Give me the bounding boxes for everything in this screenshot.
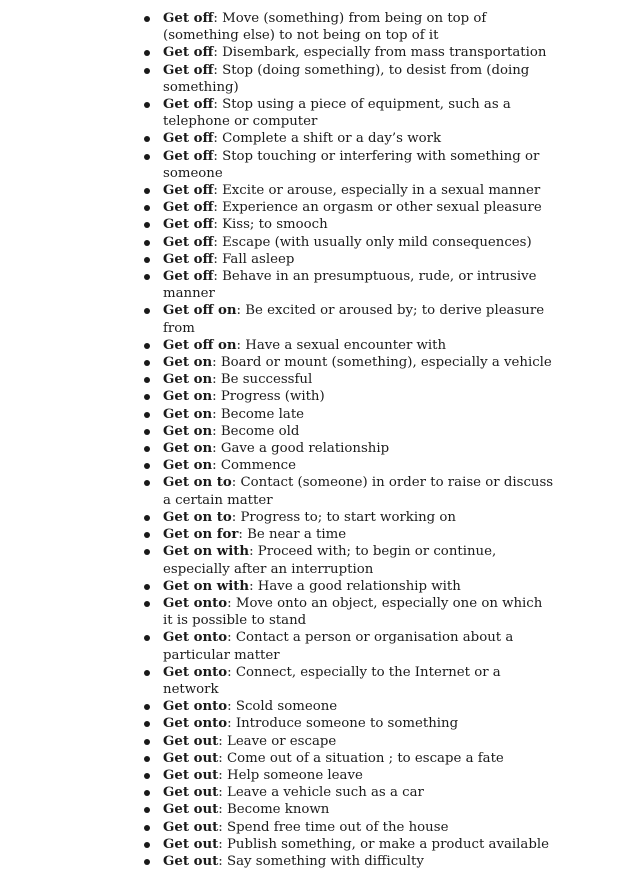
entry-definition: Come out of a situation ; to escape a fate: [226, 750, 504, 766]
bullet-icon: [144, 360, 150, 366]
entry-term: Get off: [163, 251, 214, 267]
entry-term: Get on: [163, 406, 213, 422]
entry-term: Get onto: [163, 595, 228, 611]
entry-definition: Introduce someone to something: [235, 716, 459, 732]
entry-definition: Experience an orgasm or other sexual pleasure: [222, 200, 542, 216]
entry-separator: :: [227, 595, 236, 611]
bullet-icon: [144, 394, 150, 400]
entry-separator: :: [213, 269, 223, 285]
entry-definition: Stop (doing something), to desist from (doing something): [163, 62, 530, 95]
entry-term: Get on: [163, 355, 213, 371]
entry-term: Get off on: [163, 337, 237, 353]
entry-term: Get on: [163, 423, 213, 439]
bullet-icon: [144, 463, 150, 469]
entry-term: Get out: [163, 819, 219, 835]
entry-separator: :: [236, 303, 246, 319]
list-item: [135, 423, 555, 440]
entry-separator: :: [212, 355, 221, 371]
entry-definition: Publish something, or make a product available: [226, 836, 549, 852]
entry-separator: :: [213, 217, 223, 233]
bullet-icon: [144, 274, 150, 280]
list-item: [135, 526, 555, 543]
entry-separator: :: [231, 509, 241, 525]
bullet-icon: [144, 50, 150, 56]
bullet-icon: [144, 68, 150, 74]
entry-term: Get off: [163, 183, 214, 199]
list-item: [135, 819, 555, 836]
entry-definition: Behave in an presumptuous, rude, or intrusive manner: [163, 269, 537, 302]
list-item: [135, 182, 555, 199]
entry-term: Get onto: [163, 664, 228, 680]
list-item: [135, 337, 555, 354]
list-item: [135, 62, 555, 96]
entry-definition: Escape (with usually only mild consequences): [222, 234, 532, 250]
list-item: [135, 767, 555, 784]
list-item: [135, 715, 555, 732]
entry-separator: :: [213, 97, 223, 113]
entry-separator: :: [227, 699, 236, 715]
entry-term: Get on: [163, 441, 213, 457]
list-item: [135, 148, 555, 182]
list-item: [135, 750, 555, 767]
entry-separator: :: [212, 372, 221, 388]
list-item: [135, 664, 555, 698]
entry-separator: :: [249, 578, 258, 594]
list-item: [135, 406, 555, 423]
bullet-icon: [144, 704, 150, 710]
list-item: [135, 457, 555, 474]
entry-term: Get out: [163, 785, 219, 801]
entry-separator: :: [213, 45, 223, 61]
bullet-icon: [144, 635, 150, 641]
bullet-icon: [144, 859, 150, 865]
bullet-icon: [144, 343, 150, 349]
entry-term: Get off: [163, 200, 214, 216]
list-item: [135, 251, 555, 268]
bullet-icon: [144, 257, 150, 263]
list-item: [135, 440, 555, 457]
entry-separator: :: [212, 441, 221, 457]
list-item: [135, 543, 555, 577]
entry-term: Get on: [163, 458, 213, 474]
entry-separator: :: [212, 406, 221, 422]
entry-term: Get out: [163, 750, 219, 766]
entry-definition: Have a sexual encounter with: [245, 337, 447, 353]
bullet-icon: [144, 480, 150, 486]
bullet-icon: [144, 721, 150, 727]
entry-term: Get out: [163, 802, 219, 818]
list-item: [135, 216, 555, 233]
bullet-icon: [144, 102, 150, 108]
bullet-icon: [144, 532, 150, 538]
list-item: [135, 44, 555, 61]
entry-separator: :: [249, 544, 258, 560]
entry-term: Get off: [163, 97, 214, 113]
entry-definition: Have a good relationship with: [257, 578, 461, 594]
bullet-icon: [144, 308, 150, 314]
entry-separator: :: [238, 527, 248, 543]
bullet-icon: [144, 739, 150, 745]
bullet-icon: [144, 825, 150, 831]
bullet-icon: [144, 240, 150, 246]
bullet-icon: [144, 429, 150, 435]
entry-term: Get off: [163, 131, 214, 147]
entry-term: Get onto: [163, 699, 228, 715]
bullet-icon: [144, 842, 150, 848]
entry-term: Get on to: [163, 475, 232, 491]
entry-separator: :: [212, 423, 221, 439]
list-item: [135, 698, 555, 715]
list-item: [135, 836, 555, 853]
entry-definition: Be near a time: [247, 527, 347, 543]
entry-definition: Progress to; to start working on: [240, 509, 456, 525]
entry-term: Get off: [163, 269, 214, 285]
entry-definition: Leave or escape: [226, 733, 337, 749]
entry-separator: :: [213, 131, 223, 147]
entry-definition: Disembark, especially from mass transportation: [222, 45, 547, 61]
entry-definition: Gave a good relationship: [220, 441, 390, 457]
entry-definition: Kiss; to smooch: [222, 217, 328, 233]
bullet-icon: [144, 136, 150, 142]
entry-term: Get on with: [163, 544, 250, 560]
entry-separator: :: [227, 716, 236, 732]
bullet-icon: [144, 549, 150, 555]
entry-separator: :: [212, 389, 221, 405]
bullet-icon: [144, 601, 150, 607]
entry-separator: :: [213, 234, 223, 250]
bullet-icon: [144, 756, 150, 762]
entry-definition: Excite or arouse, especially in a sexual manner: [222, 183, 541, 199]
entry-definition: Complete a shift or a day’s work: [222, 131, 442, 147]
bullet-icon: [144, 222, 150, 228]
entry-definition: Move (something) from being on top of (something else) to not being on top of it: [163, 11, 487, 44]
list-item: [135, 268, 555, 302]
entry-term: Get out: [163, 853, 219, 869]
entry-separator: :: [213, 251, 223, 267]
list-item: [135, 234, 555, 251]
entry-definition: Become known: [226, 802, 330, 818]
list-item: [135, 784, 555, 801]
entry-separator: :: [227, 664, 236, 680]
bullet-icon: [144, 515, 150, 521]
entry-definition: Contact (someone) in order to raise or discuss a certain matter: [163, 475, 554, 508]
list-item: [135, 801, 555, 818]
bullet-icon: [144, 188, 150, 194]
entry-separator: :: [212, 458, 221, 474]
entry-separator: :: [218, 733, 227, 749]
phrasal-verb-list: [135, 10, 555, 870]
list-item: [135, 10, 555, 44]
entry-definition: Become late: [220, 406, 305, 422]
entry-definition: Proceed with; to begin or continue, especially after an interruption: [163, 544, 497, 577]
entry-separator: :: [218, 750, 227, 766]
entry-term: Get on for: [163, 527, 239, 543]
entry-term: Get onto: [163, 716, 228, 732]
entry-term: Get off on: [163, 303, 237, 319]
entry-definition: Board or mount (something), especially a vehicle: [220, 355, 552, 371]
entry-definition: Be excited or aroused by; to derive pleasure from: [163, 303, 545, 336]
entry-term: Get out: [163, 733, 219, 749]
list-item: [135, 130, 555, 147]
entry-definition: Say something with difficulty: [226, 853, 424, 869]
entry-definition: Be successful: [220, 372, 313, 388]
entry-term: Get out: [163, 836, 219, 852]
bullet-icon: [144, 790, 150, 796]
entry-definition: Fall asleep: [222, 251, 295, 267]
list-item: [135, 733, 555, 750]
entry-separator: :: [213, 148, 223, 164]
entry-definition: Commence: [220, 458, 296, 474]
list-item: [135, 354, 555, 371]
entry-separator: :: [213, 62, 223, 78]
entry-separator: :: [218, 853, 227, 869]
bullet-icon: [144, 670, 150, 676]
entry-term: Get off: [163, 11, 214, 26]
list-item: [135, 853, 555, 870]
bullet-icon: [144, 584, 150, 590]
entry-term: Get off: [163, 148, 214, 164]
entry-definition: Help someone leave: [226, 767, 363, 783]
entry-definition: Move onto an object, especially one on which it is possible to stand: [163, 595, 543, 629]
list-item: [135, 578, 555, 595]
bullet-icon: [144, 377, 150, 383]
entry-separator: :: [231, 475, 241, 491]
entry-term: Get on to: [163, 509, 232, 525]
bullet-icon: [144, 446, 150, 452]
entry-definition: Stop using a piece of equipment, such as a telephone or computer: [163, 97, 511, 130]
entry-separator: :: [218, 785, 227, 801]
entry-separator: :: [218, 802, 227, 818]
list-item: [135, 595, 555, 629]
entry-separator: :: [213, 11, 223, 26]
list-item: [135, 371, 555, 388]
list-item: [135, 388, 555, 405]
entry-term: Get off: [163, 234, 214, 250]
entry-term: Get out: [163, 767, 219, 783]
entry-definition: Become old: [220, 423, 300, 439]
entry-separator: :: [218, 836, 227, 852]
list-item: [135, 199, 555, 216]
list-item: [135, 509, 555, 526]
entry-definition: Progress (with): [220, 389, 325, 405]
bullet-icon: [144, 412, 150, 418]
entry-definition: Scold someone: [235, 699, 338, 715]
list-item: [135, 96, 555, 130]
entry-separator: :: [218, 819, 227, 835]
entry-definition: Connect, especially to the Internet or a network: [163, 664, 501, 697]
bullet-icon: [144, 807, 150, 813]
bullet-icon: [144, 16, 150, 22]
entry-term: Get on with: [163, 578, 250, 594]
entry-definition: Leave a vehicle such as a car: [226, 785, 424, 801]
entry-definition: Stop touching or interfering with something or someone: [163, 148, 540, 181]
entry-term: Get off: [163, 45, 214, 61]
entry-separator: :: [218, 767, 227, 783]
entry-separator: :: [227, 630, 236, 646]
bullet-icon: [144, 205, 150, 211]
list-item: [135, 302, 555, 336]
list-item: [135, 474, 555, 508]
entry-term: Get onto: [163, 630, 228, 646]
entry-definition: Contact a person or organisation about a particular matter: [163, 630, 514, 663]
entry-term: Get off: [163, 62, 214, 78]
entry-term: Get on: [163, 389, 213, 405]
entry-separator: :: [236, 337, 246, 353]
entry-separator: :: [213, 200, 223, 216]
bullet-icon: [144, 154, 150, 160]
bullet-icon: [144, 773, 150, 779]
entry-definition: Spend free time out of the house: [226, 819, 449, 835]
entry-term: Get on: [163, 372, 213, 388]
entry-separator: :: [213, 183, 223, 199]
list-item: [135, 629, 555, 663]
entry-term: Get off: [163, 217, 214, 233]
